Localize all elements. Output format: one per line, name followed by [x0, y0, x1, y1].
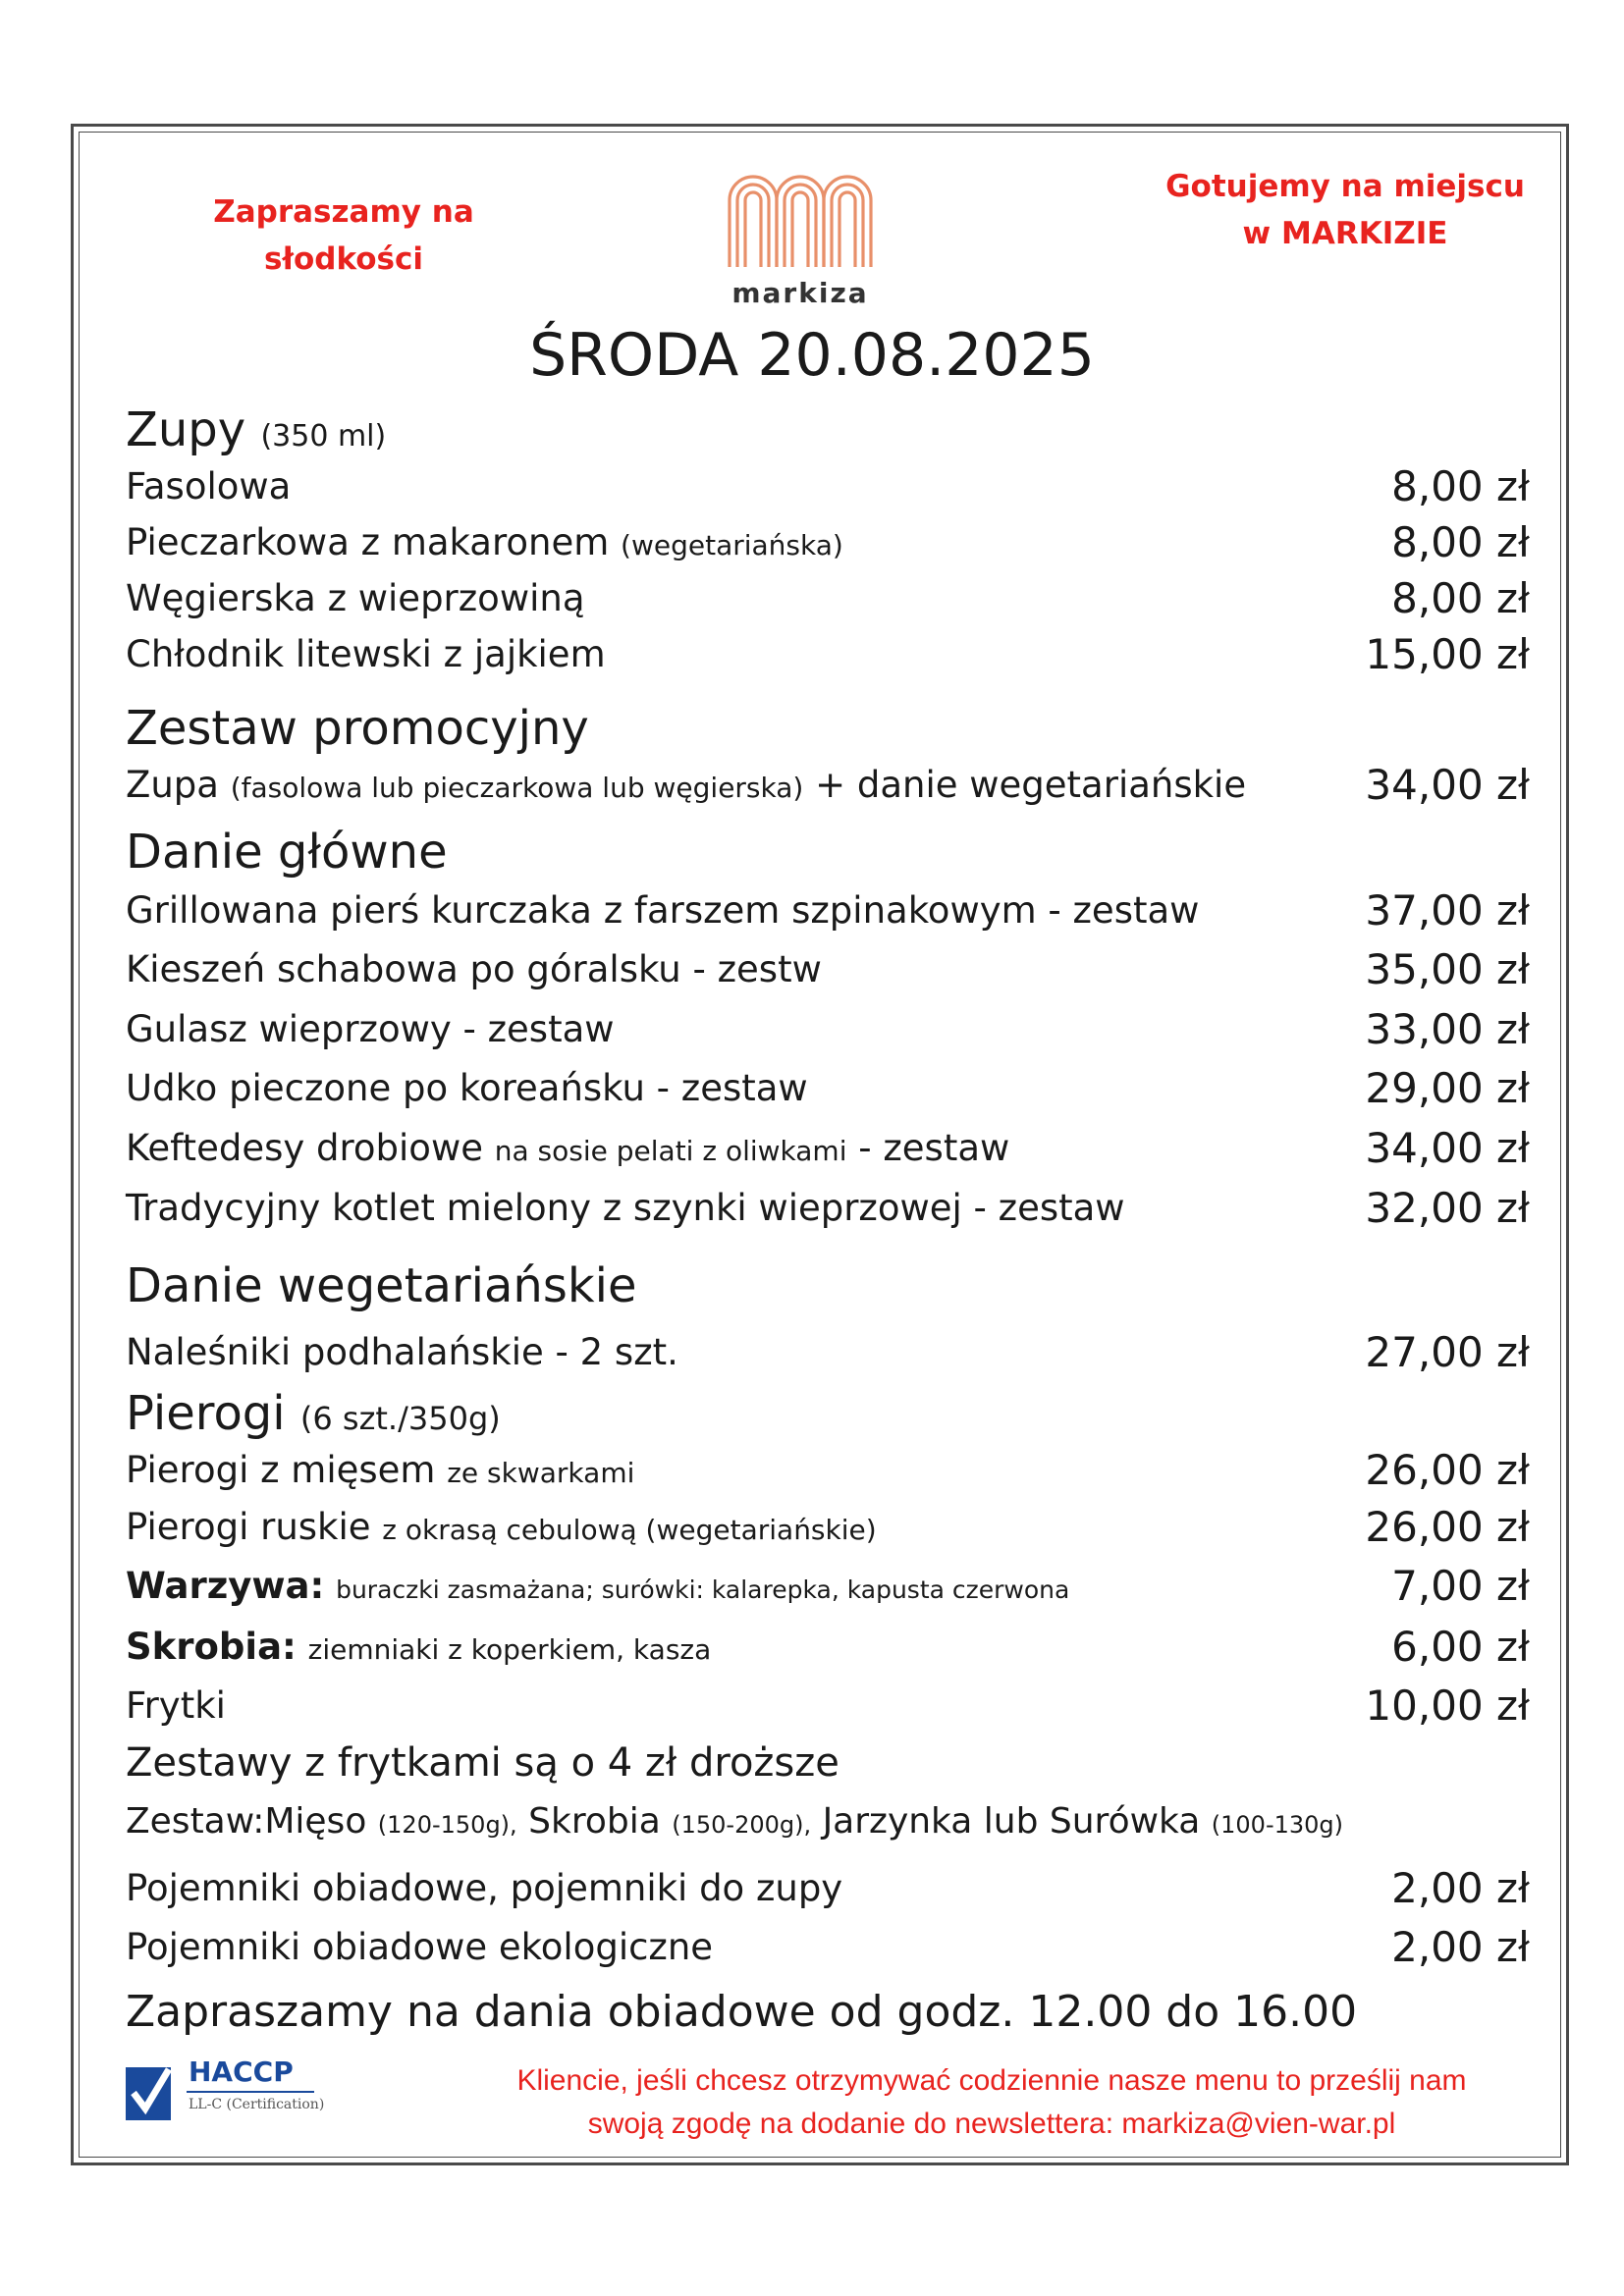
menu-item-price: 8,00 zł — [1391, 518, 1530, 566]
menu-item-price: 15,00 zł — [1365, 630, 1530, 678]
menu-item — [126, 515, 1530, 570]
cooking-on-site-line2: w MARKIZIE — [1242, 216, 1448, 251]
menu-item-price: 35,00 zł — [1365, 945, 1530, 993]
menu-item-price: 2,00 zł — [1391, 1923, 1530, 1971]
menu-item-name: Pojemniki obiadowe ekologiczne — [126, 1926, 714, 1968]
newsletter-line2: swoją zgodę na dodanie do newslettera: markiza@vien-war.pl — [587, 2108, 1396, 2140]
menu-item-name: Naleśniki podhalańskie - 2 szt. — [126, 1331, 678, 1373]
set-composition-line — [126, 1794, 1343, 1852]
fries-price: 10,00 zł — [1365, 1682, 1530, 1730]
menu-item-price: 2,00 zł — [1391, 1864, 1530, 1912]
section-soups-note: (350 ml) — [260, 419, 387, 454]
section-soups-heading — [126, 400, 386, 466]
menu-item-name: Pierogi ruskie — [126, 1506, 371, 1548]
sweets-invite-line2: słodkości — [264, 241, 423, 277]
section-promo-title: Zestaw promocyjny — [126, 701, 589, 756]
sweets-invite-line1: Zapraszamy na — [213, 194, 474, 230]
menu-item — [126, 1443, 1530, 1498]
menu-item-name: Węgierska z wieprzowiną — [126, 577, 585, 619]
fries-label: Frytki — [126, 1684, 226, 1727]
menu-item-name: Grillowana pierś kurczaka z farszem szpinakowym - zestaw — [126, 889, 1200, 932]
set-starch-note: (150-200g), — [672, 1811, 812, 1839]
haccp-title: HACCP — [189, 2056, 294, 2088]
cooking-on-site-note — [1149, 163, 1542, 257]
fries-row — [126, 1679, 1530, 1734]
menu-item-price: 33,00 zł — [1365, 1005, 1530, 1053]
menu-item-name: Keftedesy drobiowe — [126, 1127, 483, 1169]
menu-item-note: na sosie pelati z oliwkami — [494, 1135, 847, 1167]
starch-price: 6,00 zł — [1391, 1623, 1530, 1671]
promo-item-rest: + danie wegetariańskie — [815, 764, 1247, 806]
menu-item-name: Pojemniki obiadowe, pojemniki do zupy — [126, 1867, 843, 1909]
newsletter-note — [422, 2059, 1561, 2146]
menu-item-name: Pierogi z mięsem — [126, 1449, 436, 1491]
haccp-check-icon — [126, 2063, 175, 2122]
promo-item-name: Zupa — [126, 764, 219, 806]
starch-label: Skrobia: — [126, 1626, 297, 1668]
haccp-divider — [187, 2091, 314, 2093]
markiza-logo-icon — [724, 171, 877, 269]
menu-item-name: Kieszeń schabowa po góralsku - zestw — [126, 948, 822, 990]
menu-item — [126, 883, 1530, 938]
haccp-subtitle: LL-C (Certification) — [189, 2097, 325, 2112]
set-meat-note: (120-150g), — [377, 1811, 517, 1839]
set-veg-note: (100-130g) — [1211, 1811, 1344, 1839]
menu-item-price: 8,00 zł — [1391, 462, 1530, 510]
promo-item-price: 34,00 zł — [1365, 761, 1530, 809]
menu-item-name: Udko pieczone po koreańsku - zestaw — [126, 1067, 808, 1109]
menu-item — [126, 1861, 1530, 1916]
menu-item-name: Pieczarkowa z makaronem — [126, 521, 610, 563]
section-pierogi-note: (6 szt./350g) — [299, 1400, 501, 1437]
vegetables-note: buraczki zasmażana; surówki: kalarepka, kapusta czerwona — [336, 1575, 1070, 1604]
menu-item — [126, 571, 1530, 626]
section-pierogi-title: Pierogi — [126, 1386, 286, 1441]
menu-item — [126, 1121, 1530, 1176]
menu-item-price: 26,00 zł — [1365, 1446, 1530, 1494]
menu-item — [126, 1500, 1530, 1555]
menu-item-price: 26,00 zł — [1365, 1503, 1530, 1551]
menu-date-title: ŚRODA 20.08.2025 — [529, 321, 1095, 390]
section-soups-title: Zupy — [126, 402, 246, 457]
vegetables-row — [126, 1559, 1530, 1614]
menu-item-price: 32,00 zł — [1365, 1184, 1530, 1232]
menu-item — [126, 1061, 1530, 1116]
section-vegetarian-title: Danie wegetariańskie — [126, 1258, 637, 1313]
promo-item-note: (fasolowa lub pieczarkowa lub węgierska) — [230, 772, 804, 804]
menu-item-price: 27,00 zł — [1365, 1328, 1530, 1376]
menu-item-price: 8,00 zł — [1391, 574, 1530, 622]
cooking-on-site-line1: Gotujemy na miejscu — [1165, 169, 1525, 204]
menu-item — [126, 459, 1530, 514]
menu-item-name: Gulasz wieprzowy - zestaw — [126, 1008, 615, 1050]
set-veg-label: Jarzynka lub Surówka — [822, 1801, 1201, 1842]
menu-item — [126, 1325, 1530, 1380]
fries-surcharge-note: Zestawy z frytkami są o 4 zł droższe — [126, 1740, 839, 1786]
menu-item-note: z okrasą cebulową (wegetariańskie) — [382, 1514, 877, 1546]
logo-wordmark: markiza — [731, 277, 869, 309]
menu-item-name: Fasolowa — [126, 465, 292, 507]
menu-item-price: 37,00 zł — [1365, 886, 1530, 934]
menu-item-name: Tradycyjny kotlet mielony z szynki wieprzowej - zestaw — [126, 1187, 1125, 1229]
section-pierogi-heading — [126, 1384, 501, 1448]
set-starch-label: Skrobia — [528, 1801, 661, 1842]
menu-item — [126, 942, 1530, 997]
vegetables-price: 7,00 zł — [1391, 1562, 1530, 1610]
opening-hours: Zapraszamy na dania obiadowe od godz. 12.00 do 16.00 — [126, 1987, 1358, 2037]
menu-item — [126, 1920, 1530, 1975]
menu-item — [126, 627, 1530, 682]
menu-item — [126, 1181, 1530, 1236]
starch-note: ziemniaki z koperkiem, kasza — [307, 1633, 712, 1666]
sweets-invite-note — [187, 188, 501, 283]
menu-item-price: 34,00 zł — [1365, 1124, 1530, 1172]
starch-row — [126, 1620, 1530, 1675]
section-main-dishes-title: Danie główne — [126, 825, 448, 880]
menu-item — [126, 1002, 1530, 1057]
vegetables-label: Warzywa: — [126, 1565, 325, 1607]
newsletter-line1: Kliencie, jeśli chcesz otrzymywać codziennie nasze menu to prześlij nam — [516, 2064, 1467, 2097]
menu-item-note: (wegetariańska) — [621, 529, 843, 561]
menu-item-name: Chłodnik litewski z jajkiem — [126, 633, 606, 675]
menu-item-note: ze skwarkami — [447, 1457, 635, 1489]
menu-item-tail: - zestaw — [858, 1127, 1010, 1169]
set-meat-label: Zestaw:Mięso — [126, 1801, 367, 1842]
promo-item — [126, 758, 1530, 813]
menu-item-price: 29,00 zł — [1365, 1064, 1530, 1112]
